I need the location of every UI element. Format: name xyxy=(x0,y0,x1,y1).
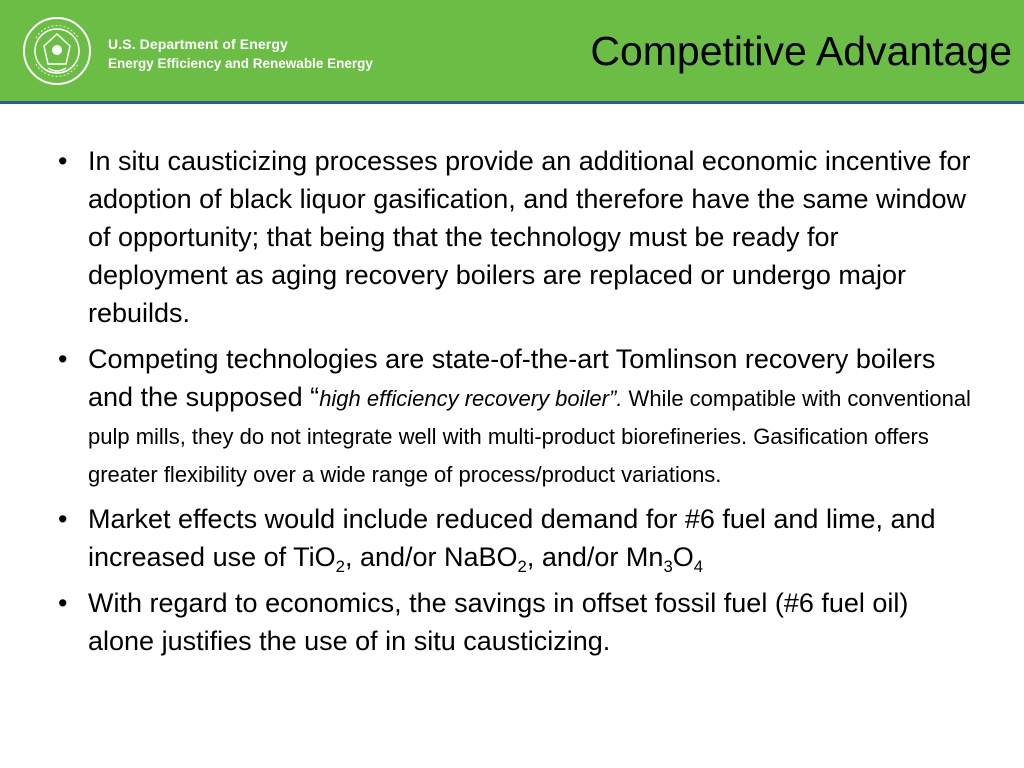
subscript: 2 xyxy=(335,557,345,576)
slide-title: Competitive Advantage xyxy=(590,28,1012,74)
bullet-list xyxy=(58,142,978,668)
bullet-text: With regard to economics, the savings in offset fossil fuel (#6 fuel oil) alone justifies the use of in situ causticizing. xyxy=(88,588,909,656)
bullet-marker: • xyxy=(58,504,68,534)
bullet-text: Market effects would include reduced demand for #6 fuel and lime, and increased use of TiO xyxy=(88,504,936,572)
bullet-item xyxy=(58,500,978,576)
org-line-2: Energy Efficiency and Renewable Energy xyxy=(108,56,373,71)
bullet-text: Competing technologies are state-of-the-art Tomlinson recovery boilers and the supposed “ xyxy=(88,344,936,412)
bullet-item xyxy=(58,340,978,492)
bullet-text: O xyxy=(672,542,694,572)
header-divider xyxy=(0,101,1024,104)
subscript: 4 xyxy=(693,557,704,576)
bullet-text-small: While compatible with conventional pulp mills, they do not integrate well with multi-product biorefineries. Gasification offers greater flexibility over a wide range of process/product variations. xyxy=(88,386,971,487)
org-line-1: U.S. Department of Energy xyxy=(108,36,288,52)
bullet-marker: • xyxy=(58,344,68,374)
bullet-item xyxy=(58,142,978,332)
bullet-marker: • xyxy=(58,588,68,618)
org-name xyxy=(108,34,373,74)
bullet-text: In situ causticizing processes provide an additional economic incentive for adoption of black liquor gasification, and therefore have the same window of opportunity; that being that the technology must be ready for deployment as aging recovery boilers are replaced or undergo major rebuilds. xyxy=(88,146,971,328)
doe-seal-logo xyxy=(22,16,92,86)
bullet-item xyxy=(58,584,978,660)
subscript: 3 xyxy=(663,557,673,576)
bullet-text: , and/or Mn xyxy=(526,542,664,572)
subscript: 2 xyxy=(517,557,527,576)
bullet-text: , and/or NaBO xyxy=(344,542,518,572)
bullet-marker: • xyxy=(58,146,68,176)
bullet-text-italic: high efficiency recovery boiler”. xyxy=(319,386,623,411)
